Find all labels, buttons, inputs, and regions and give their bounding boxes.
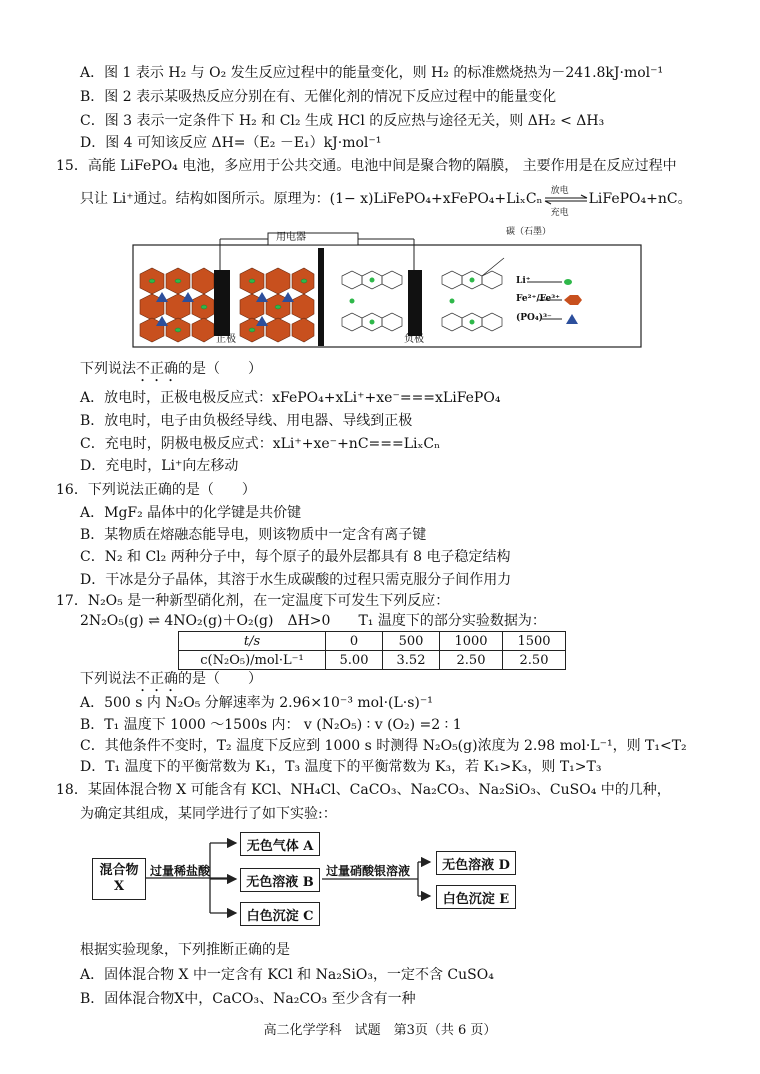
q17-equation: 2N₂O₅(g) ⇌ 4NO₂(g)＋O₂(g) ΔH>0 T₁ 温度下的部分实验数据为： <box>80 613 546 629</box>
arrow-label-charge: 充电 <box>550 208 569 218</box>
legend-po4: (PO₄)³⁻ <box>516 313 552 323</box>
q16-stem: 16．下列说法正确的是（ ） <box>56 482 256 498</box>
mixture-x-box <box>92 858 146 900</box>
mixture-x-label: X <box>113 879 125 894</box>
reversible-arrow <box>543 186 589 218</box>
table-row <box>179 651 566 670</box>
table-cell: 2.50 <box>440 651 503 670</box>
table-cell: 1500 <box>503 632 566 651</box>
q18-stem-line1: 18．某固体混合物 X 可能含有 KCl、NH₄Cl、CaCO₃、Na₂CO₃、Na₂SiO₃、CuSO₄ 中的几种， <box>56 782 671 798</box>
q18-stem-line2: 为确定其组成，某同学进行了如下实验:： <box>80 806 337 822</box>
q15-option-d: D．充电时，Li⁺向左移动 <box>80 458 239 474</box>
q14-option-a: A．图 1 表示 H₂ 与 O₂ 发生反应过程中的能量变化，则 H₂ 的标准燃烧热为－241.8kJ·mol⁻¹ <box>80 65 664 81</box>
q16-option-a: A．MgF₂ 晶体中的化学键是共价键 <box>80 505 302 521</box>
q17-option-d: D．T₁ 温度下的平衡常数为 K₁，T₃ 温度下的平衡常数为 K₃，若 K₁>K₃，则 T₁>T₃ <box>80 759 602 775</box>
table-cell: 0 <box>326 632 383 651</box>
q14-option-c: C．图 3 表示一定条件下 H₂ 和 Cl₂ 生成 HCl 的反应热与途径无关，则 ΔH₂ < ΔH₃ <box>80 113 605 129</box>
q17-stem: 17．N₂O₅ 是一种新型硝化剂，在一定温度下可发生下列反应： <box>56 593 450 609</box>
arrow-label-discharge: 放电 <box>550 186 569 196</box>
q17-option-a: A．500 s 内 N₂O₅ 分解速率为 2.96×10⁻³ mol·(L·s)⁻¹ <box>80 695 433 711</box>
q15-question <box>80 360 262 385</box>
q15-stem-line1: 15．高能 LiFePO₄ 电池，多应用于公共交通。电池中间是聚合物的隔膜， 主要作用是在反应过程中 <box>56 158 677 174</box>
table-cell: c(N₂O₅)/mol·L⁻¹ <box>179 651 326 670</box>
q18-option-b: B．固体混合物X中，CaCO₃、Na₂CO₃ 至少含有一种 <box>80 991 416 1007</box>
table-row <box>179 632 566 651</box>
q15-equation-right: LiFePO₄+nC。 <box>588 191 692 207</box>
table-cell: t/s <box>179 632 326 651</box>
q17-question <box>80 670 262 695</box>
reagent-agno3-label: 过量硝酸银溶液 <box>326 864 411 878</box>
q14-option-d: D．图 4 可知该反应 ΔH=（E₂ －E₁）kJ·mol⁻¹ <box>80 135 382 151</box>
precipitate-e-box: 白色沉淀 E <box>436 885 516 909</box>
reagent-hcl-label: 过量稀盐酸 <box>150 864 211 878</box>
q15-stem-emphasis: 不正确 <box>136 361 178 377</box>
table-cell: 1000 <box>440 632 503 651</box>
negative-electrode-label: 负极 <box>404 334 424 345</box>
q16-option-b: B．某物质在熔融态能导电，则该物质中一定含有离子键 <box>80 527 427 543</box>
q16-option-d: D．干冰是分子晶体，其溶于水生成碳酸的过程只需克服分子间作用力 <box>80 572 512 588</box>
q15-stem-line2 <box>80 186 692 218</box>
q15-stem-pre: 下列说法 <box>80 361 136 377</box>
q17-data-table <box>178 631 566 670</box>
positive-electrode-label: 正极 <box>216 334 236 345</box>
q16-option-c: C．N₂ 和 Cl₂ 两种分子中，每个原子的最外层都具有 8 电子稳定结构 <box>80 549 511 565</box>
precipitate-c-box: 白色沉淀 C <box>240 902 320 926</box>
table-cell: 3.52 <box>383 651 440 670</box>
carbon-label: 碳（石墨） <box>506 227 552 237</box>
legend-fe: Fe²⁺/Fe³⁺ <box>516 294 560 304</box>
solution-d-box: 无色溶液 D <box>436 851 516 875</box>
battery-structure-diagram <box>132 226 642 348</box>
solution-b-box: 无色溶液 B <box>240 868 320 892</box>
battery-figure <box>132 226 642 348</box>
q17-stem-post: 的是（ ） <box>178 671 262 687</box>
q17-stem-pre: 下列说法 <box>80 671 136 687</box>
appliance-label: 用电器 <box>276 232 306 243</box>
q15-option-c: C．充电时，阴极电极反应式：xLi⁺+xe⁻+nC===LiₓCₙ <box>80 436 441 452</box>
page-footer: 高二化学学科 试题 第3页（共 6 页） <box>263 1023 497 1038</box>
q17-option-c: C．其他条件不变时，T₂ 温度下反应到 1000 s 时测得 N₂O₅(g)浓度为 2.98 mol·L⁻¹，则 T₁<T₂ <box>80 738 687 754</box>
q15-equation-left: 只让 Li⁺通过。结构如图所示。原理为：(1− x)LiFePO₄+xFePO₄+LiₓCₙ <box>80 191 543 207</box>
q17-option-b: B．T₁ 温度下 1000 ～1500s 内： v (N₂O₅) ∶ v (O₂) =2 ∶ 1 <box>80 717 462 733</box>
legend-li: Li⁺ <box>516 276 531 286</box>
gas-a-box: 无色气体 A <box>240 832 320 856</box>
q14-option-b: B．图 2 表示某吸热反应分别在有、无催化剂的情况下反应过程中的能量变化 <box>80 89 557 105</box>
q15-option-a: A．放电时，正极电极反应式：xFePO₄+xLi⁺+xe⁻===xLiFePO₄ <box>80 390 501 406</box>
q17-stem-emphasis: 不正确 <box>136 671 178 687</box>
table-cell: 2.50 <box>503 651 566 670</box>
q18-question: 根据实验现象，下列推断正确的是 <box>80 942 290 958</box>
table-cell: 5.00 <box>326 651 383 670</box>
q18-option-a: A．固体混合物 X 中一定含有 KCl 和 Na₂SiO₃，一定不含 CuSO₄ <box>80 967 494 983</box>
mixture-label: 混合物 <box>99 863 139 878</box>
q15-option-b: B．放电时，电子由负极经导线、用电器、导线到正极 <box>80 413 413 429</box>
table-cell: 500 <box>383 632 440 651</box>
q15-stem-post: 的是（ ） <box>178 361 262 377</box>
